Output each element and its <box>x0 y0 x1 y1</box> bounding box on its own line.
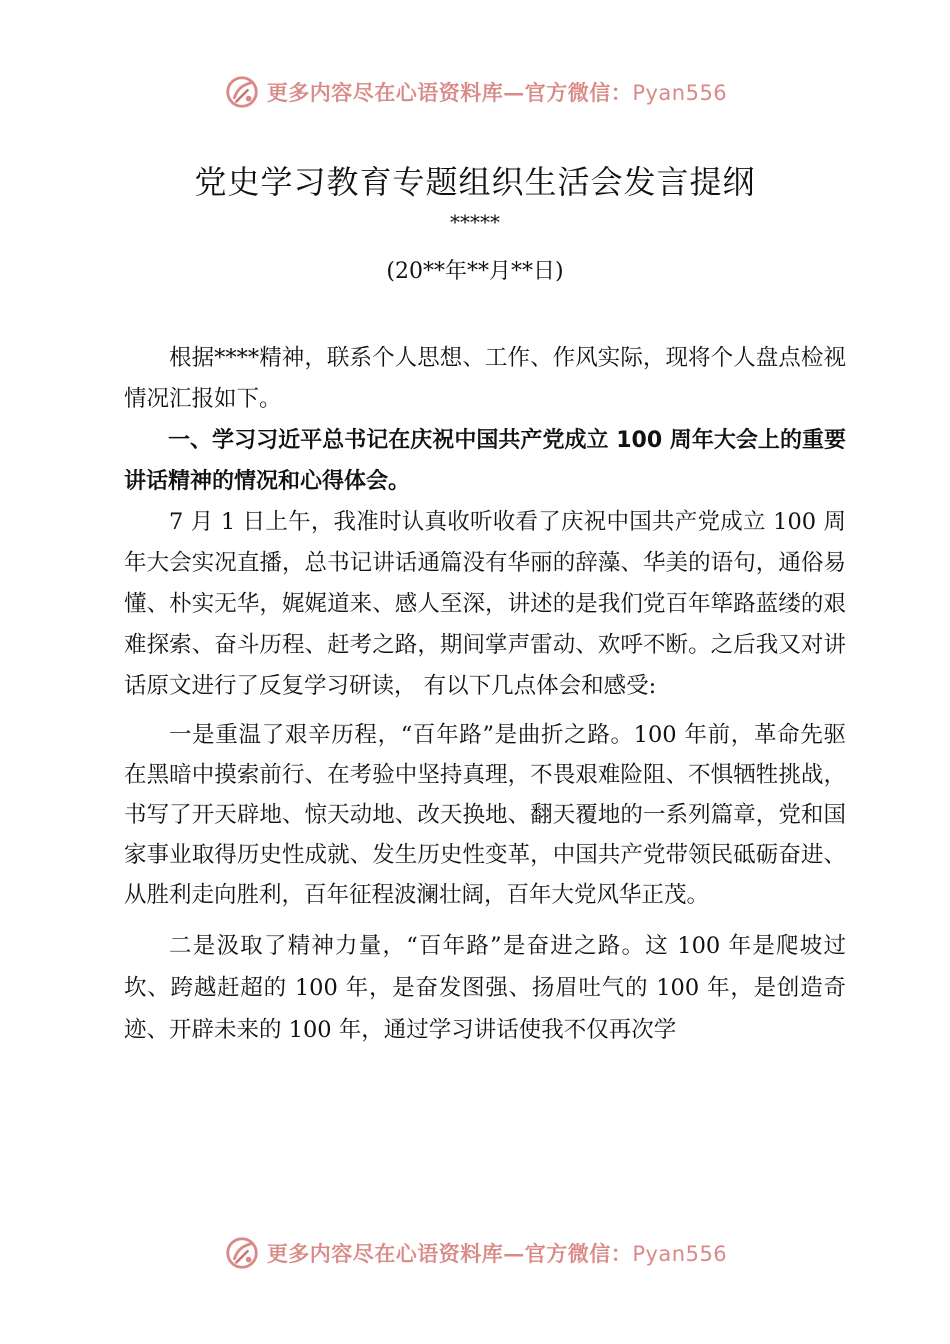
watermark-text: 更多内容尽在心语资料库—官方微信：Pyan556 <box>266 1241 728 1266</box>
paragraph-intro: 根据****精神，联系个人思想、工作、作风实际，现将个人盘点检视情况汇报如下。 <box>124 345 846 412</box>
section-heading-1: 一、学习习近平总书记在庆祝中国共产党成立 100 周年大会上的重要讲话精神的情况和心得体会。 <box>124 428 846 494</box>
document-author: ***** <box>450 210 500 234</box>
document-title: 党史学习教育专题组织生活会发言提纲 <box>194 163 756 201</box>
document-body <box>124 338 846 1051</box>
paragraph-body-3: 二是汲取了精神力量，“百年路”是奋进之路。这 100 年是爬坡过坎、跨越赶超的 100 年，是奋发图强、扬眉吐气的 100 年，是创造奇迹、开辟未来的 100 年，通过学习讲话使我不仅再次学 <box>124 933 846 1043</box>
watermark-wechat-id: Pyan556 <box>632 81 728 105</box>
paragraph-body-1: 7 月 1 日上午，我准时认真收听收看了庆祝中国共产党成立 100 周年大会实况直播，总书记讲话通篇没有华丽的辞藻、华美的语句，通俗易懂、朴实无华，娓娓道来、感人至深，讲述的是我们党百年筚路蓝缕的艰难探索、奋斗历程、赶考之路，期间掌声雷动、欢呼不断。之后我又对讲话原文进行了反复学习研读， 有以下几点体会和感受: <box>124 509 846 699</box>
watermark-banner-top <box>0 70 950 114</box>
watermark-text: 更多内容尽在心语资料库—官方微信：Pyan556 <box>266 80 728 105</box>
watermark-wechat-id: Pyan556 <box>632 1242 728 1266</box>
watermark-logo-icon <box>223 73 261 111</box>
watermark-banner-bottom <box>0 1231 950 1275</box>
watermark-logo-icon <box>223 1234 261 1272</box>
document-date: (20**年**月**日) <box>386 259 564 284</box>
paragraph-body-2: 一是重温了艰辛历程，“百年路”是曲折之路。100 年前，革命先驱在黑暗中摸索前行、在考验中坚持真理，不畏艰难险阻、不惧牺牲挑战，书写了开天辟地、惊天动地、改天换地、翻天覆地的一系列篇章，党和国家事业取得历史性成就、发生历史性变革，中国共产党带领民砥砺奋进、从胜利走向胜利，百年征程波澜壮阔，百年大党风华正茂。 <box>124 722 846 908</box>
